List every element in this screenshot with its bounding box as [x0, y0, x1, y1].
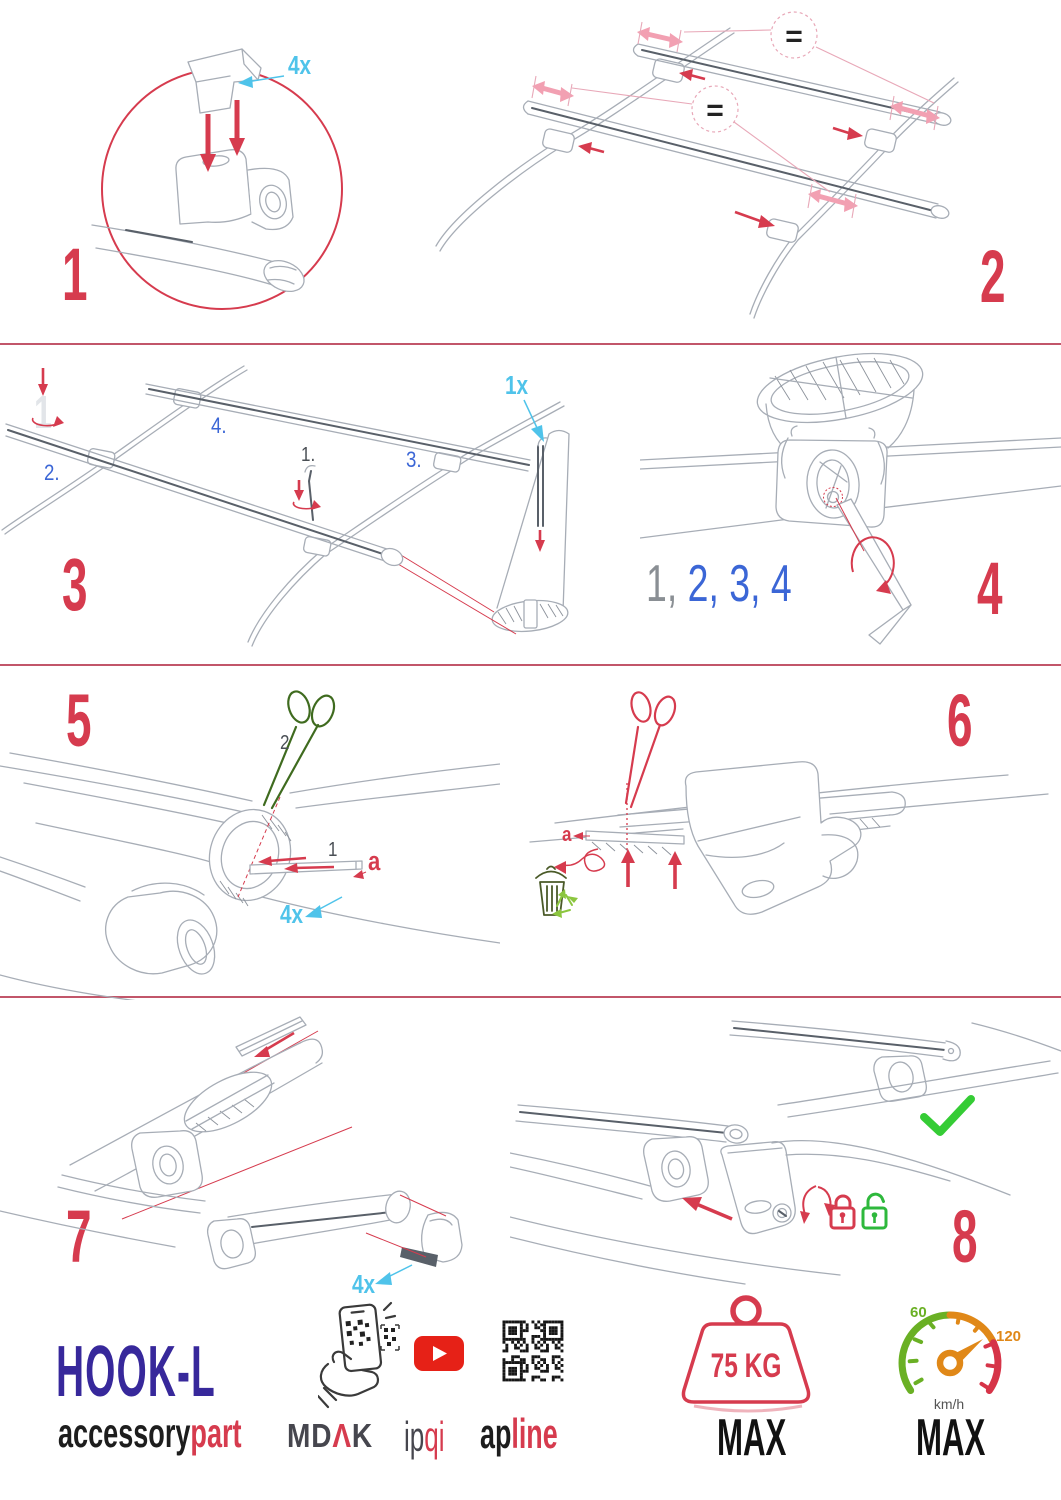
trash-bin-icon [536, 867, 566, 916]
ipqi-logo: ipqi [404, 1413, 445, 1460]
mdak-logo: MDΛK [287, 1417, 374, 1454]
scissors-icon [264, 689, 338, 808]
youtube-icon [414, 1336, 464, 1371]
order-label-3: 3. [406, 448, 422, 473]
ghost-step-label: 1 [34, 387, 52, 439]
section-divider-1 [0, 343, 1061, 345]
step-5-qty-label: 4x [280, 899, 304, 929]
cut-number-label: 2 [280, 730, 290, 754]
apline-logo: apline [480, 1410, 558, 1457]
scissors-icon [626, 690, 679, 807]
step-4-illustration [640, 348, 1061, 660]
step-3-number: 3 [62, 543, 88, 626]
step-6-illustration [500, 665, 1061, 1000]
check-icon [924, 1099, 971, 1132]
max-weight-icon [678, 1292, 818, 1417]
crossbar-drawing [92, 150, 309, 298]
speed-unit: km/h [933, 1396, 965, 1412]
step-4-number: 4 [977, 547, 1003, 630]
step-8-illustration [510, 1005, 1061, 1310]
bar-top-view [0, 1017, 322, 1247]
weight-value: 75 KG [710, 1347, 782, 1386]
tool-storage-cutaway [491, 431, 570, 635]
roof-rails [2, 366, 564, 646]
equal-sign-2: = [706, 94, 724, 127]
end-cap-fitting [208, 1189, 462, 1269]
step-7-qty-label: 4x [352, 1269, 376, 1299]
step-3-qty-label: 1x [505, 370, 529, 400]
step-5-illustration [0, 665, 500, 1000]
sequence-done: 1, [646, 555, 678, 613]
brand-logo [58, 1410, 242, 1456]
weight-max-label: MAX [717, 1409, 787, 1467]
speed-max-label: MAX [916, 1409, 986, 1467]
order-label-4: 4. [211, 414, 227, 439]
rubber-strip [250, 856, 362, 874]
discard-curl [554, 849, 605, 874]
brand-prefix: accessory [58, 1410, 191, 1456]
equal-sign-1: = [785, 20, 803, 53]
step-2-illustration [432, 8, 1060, 330]
step-6-number: 6 [947, 679, 973, 762]
scan-qr-phone-icon [318, 1300, 402, 1412]
step-1-illustration [30, 18, 430, 340]
step-1-number: 1 [62, 233, 88, 316]
lock-open-icon [863, 1194, 886, 1228]
speed-high: 120 [996, 1328, 1022, 1345]
speed-low: 60 [910, 1304, 927, 1321]
step-5-number: 5 [66, 679, 92, 762]
step-2-number: 2 [980, 235, 1006, 318]
tower-cover [685, 762, 860, 914]
strip-to-cut [586, 831, 684, 855]
step-7-illustration [0, 1005, 510, 1310]
tighten-sequence-text [646, 555, 792, 613]
recycle-icon [552, 889, 578, 918]
tower-underside [752, 348, 929, 527]
brand-suffix: part [190, 1410, 242, 1456]
sequence-rest: 2, 3, 4 [677, 555, 792, 613]
allen-key-icon [293, 466, 321, 520]
finished-assembly [730, 1021, 1061, 1117]
lock-closed-icon [831, 1196, 854, 1228]
qr-code [502, 1320, 564, 1382]
roof-lines [0, 753, 500, 813]
step-1-qty-label: 4x [288, 50, 312, 80]
dim-a-label: a [562, 822, 572, 846]
crossbars [6, 384, 530, 569]
order-label-2: 2. [44, 461, 60, 486]
step-3-illustration [0, 350, 645, 662]
step-8-number: 8 [952, 1195, 978, 1278]
roof-rails [436, 28, 958, 318]
push-up-arrows [621, 849, 682, 889]
product-name: HOOK-L [56, 1332, 216, 1412]
speedometer-icon [888, 1295, 1023, 1417]
step-7-number: 7 [66, 1195, 92, 1278]
strip-number-label: 1 [328, 837, 338, 861]
order-label-1: 1. [301, 442, 316, 466]
dim-a-label: a [368, 847, 381, 877]
